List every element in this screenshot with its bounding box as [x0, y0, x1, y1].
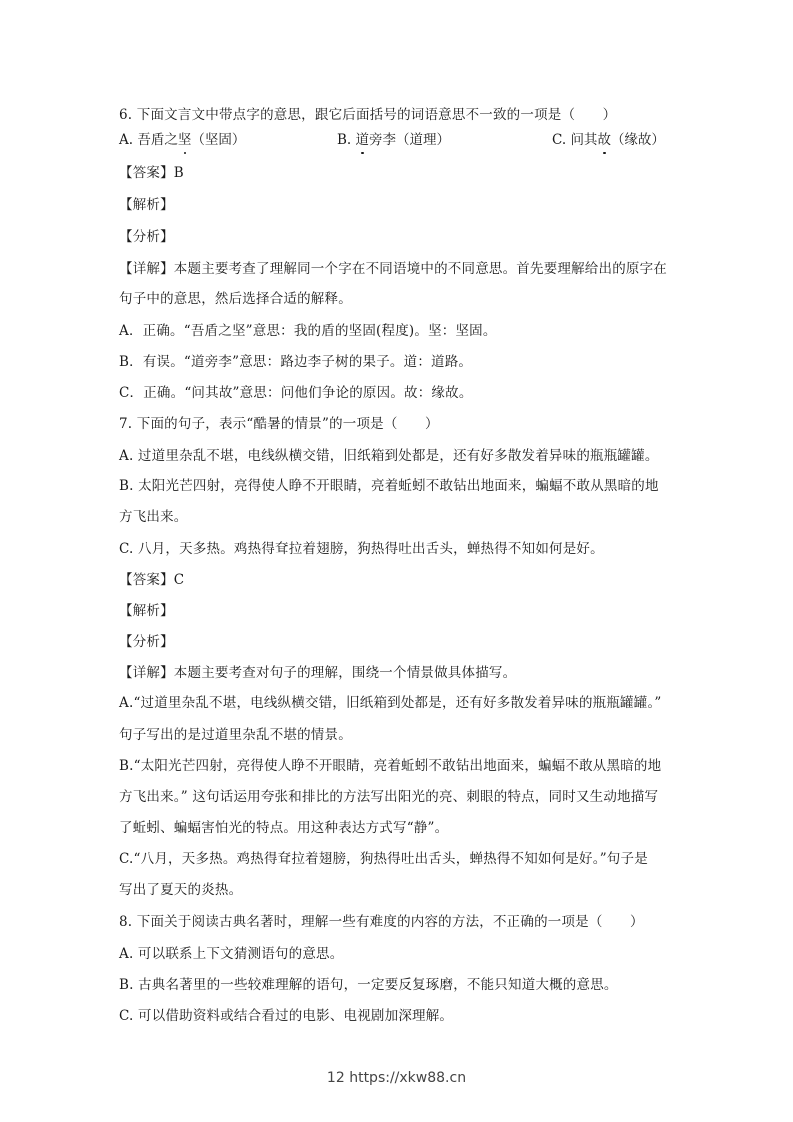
detail-line: A．正确。“吾盾之坚”意思：我的盾的坚固(程度)。坚：坚固。 [119, 323, 497, 339]
question-8-stem: 8. 下面关于阅读古典名著时，理解一些有难度的内容的方法，不正确的一项是（ ） [119, 914, 644, 930]
detail-line: B.“太阳光芒四射，亮得使人睁不开眼睛，亮着蚯蚓不敢钻出地面来，蝙蝠不敢从黑暗的地 [119, 758, 662, 774]
option-c: C. 可以借助资料或结合看过的电影、电视剧加深理解。 [119, 1008, 454, 1024]
option-text: 旁李（道理） [369, 132, 451, 148]
option-text: 吾盾之 [137, 132, 178, 148]
option-text: （缘故） [610, 132, 665, 148]
detail-line: A.“过道里杂乱不堪，电线纵横交错，旧纸箱到处都是，还有好多散发着异味的瓶瓶罐罐。” [119, 695, 662, 711]
option-prefix: C. [552, 132, 571, 148]
analysis-label: 【解析】 [119, 197, 174, 213]
option-prefix: B. [337, 132, 356, 148]
question-6-stem: 6. 下面文言文中带点字的意思，跟它后面括号的词语意思不一致的一项是（ ） [119, 107, 617, 123]
option-c: C. 八月，天多热。鸡热得耷拉着翅膀，狗热得吐出舌头，蝉热得不知如何是好。 [119, 541, 604, 557]
breakdown-label: 【分析】 [119, 634, 174, 650]
emphasis-dotted-char: 道 [355, 132, 370, 148]
detail-line: 写出了夏天的炎热。 [119, 882, 243, 898]
option-b: B. 太阳光芒四射，亮得使人睁不开眼睛，亮着蚯蚓不敢钻出地面来，蝙蝠不敢从黑暗的地 [119, 478, 659, 494]
option-text: 问其 [570, 132, 598, 148]
detail-line: C．正确。“问其故”意思：问他们争论的原因。故：缘故。 [119, 385, 473, 401]
question-7-stem: 7. 下面的句子，表示“酷暑的情景”的一项是（ ） [119, 416, 439, 432]
detail-line: B．有误。“道旁李”意思：路边李子树的果子。道：道路。 [119, 354, 473, 370]
detail-line: 句子中的意思，然后选择合适的解释。 [119, 291, 352, 307]
analysis-label: 【解析】 [119, 603, 174, 619]
detail-line: 【详解】本题主要考查对句子的理解，围绕一个情景做具体描写。 [119, 665, 517, 681]
option-a [119, 131, 245, 149]
answer-label: 【答案】C [119, 572, 185, 588]
option-b: B. 古典名著里的一些较难理解的语句，一定要反复琢磨，不能只知道大概的意思。 [119, 977, 618, 993]
breakdown-label: 【分析】 [119, 229, 174, 245]
option-text: （坚固） [191, 132, 246, 148]
detail-line: 【详解】本题主要考查了理解同一个字在不同语境中的不同意思。首先要理解给出的原字在 [119, 261, 667, 277]
option-b-continued: 方飞出来。 [119, 509, 188, 525]
emphasis-dotted-char: 坚 [177, 132, 192, 148]
emphasis-dotted-char: 故 [597, 132, 611, 148]
option-c [552, 131, 665, 149]
option-b [337, 131, 450, 149]
option-prefix: A. [119, 132, 138, 148]
page-footer [0, 1070, 793, 1086]
detail-line: 句子写出的是过道里杂乱不堪的情景。 [119, 727, 352, 743]
option-a: A. 可以联系上下文猜测语句的意思。 [119, 946, 344, 962]
answer-label: 【答案】B [119, 165, 184, 181]
footer-url[interactable]: https://xkw88.cn [349, 1070, 467, 1086]
page-number: 12 [326, 1070, 345, 1086]
detail-line: 了蚯蚓、蝙蝠害怕光的特点。用这种表达方式写“静”。 [119, 820, 449, 836]
detail-line: 方飞出来。” 这句话运用夸张和排比的方法写出阳光的亮、刺眼的特点，同时又生动地描写 [119, 789, 659, 805]
detail-line: C.“八月，天多热。鸡热得耷拉着翅膀，狗热得吐出舌头，蝉热得不知如何是好。”句子是 [119, 851, 648, 867]
option-a: A. 过道里杂乱不堪，电线纵横交错，旧纸箱到处都是，还有好多散发着异味的瓶瓶罐罐。 [119, 448, 659, 464]
